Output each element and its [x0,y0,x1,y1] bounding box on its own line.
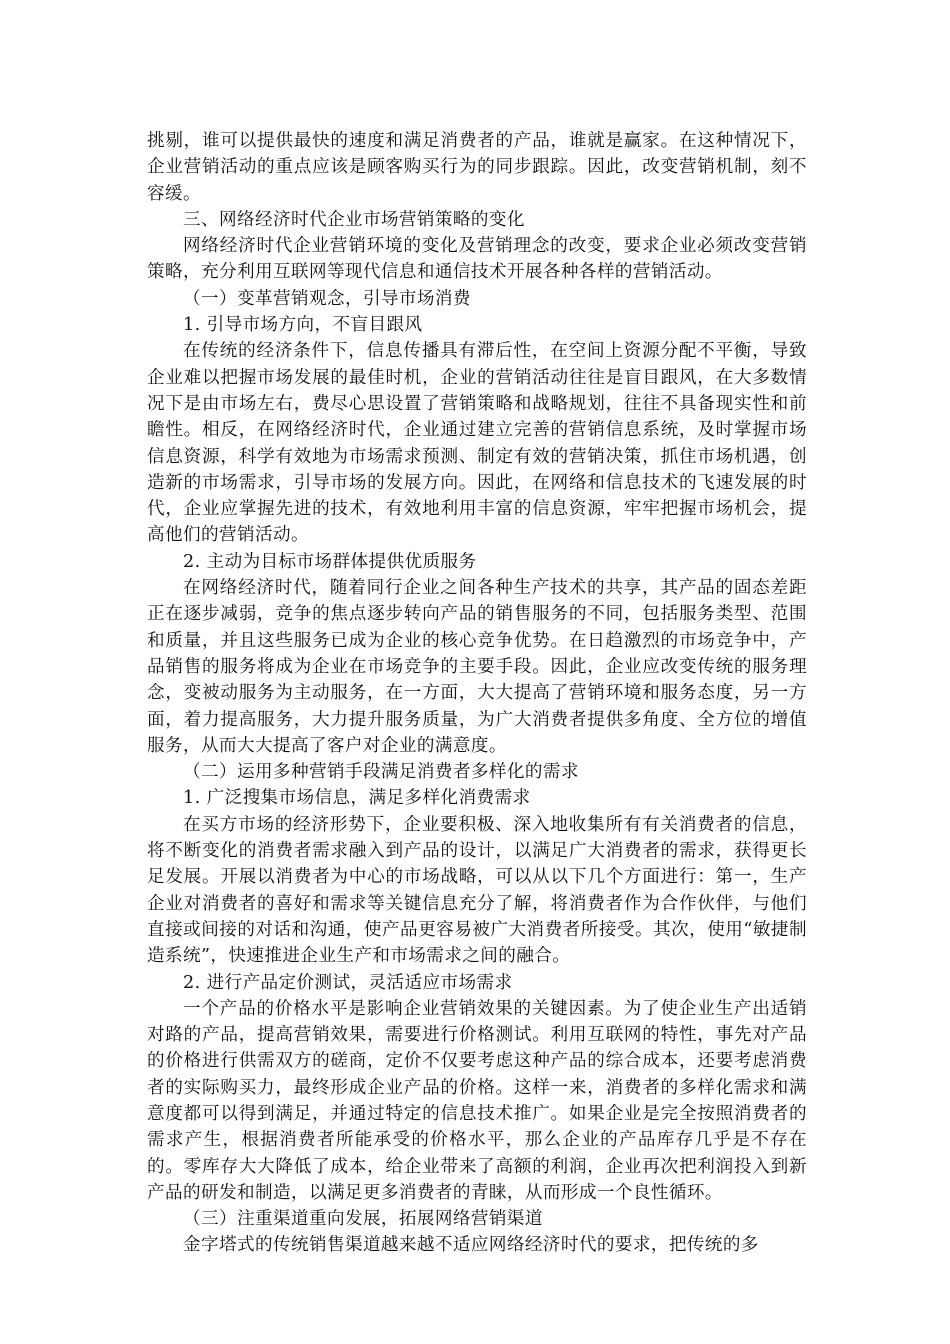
item-heading-1-2: 2. 主动为目标市场群体提供优质服务 [183,551,477,572]
item-heading-2-1: 1. 广泛搜集市场信息，满足多样化消费需求 [183,788,531,809]
paragraph-body: 一个产品的价格水平是影响企业营销效果的关键因素。为了使企业生产出适销对路的产品，提高营销效果，需要进行价格测试。利用互联网的特性，事先对产品的价格进行供需双方的磋商，定价不仅要考虑这种产品的综合成本，还要考虑消费者的实际购买力，最终形成企业产品的价格。这样一来，消费者的多样化需求和满意度都可以得到满足，并通过特定的信息技术推广。如果企业是完全按照消费者的需求产生，根据消费者所能承受的价格水平，那么企业的产品库存几乎是不存在的。零库存大大降低了成本，给企业带来了高额的利润，企业再次把利润投入到新产品的研发和制造，以满足更多消费者的青睐，从而形成一个良性循环。 [147,998,807,1203]
paragraph-body: 金字塔式的传统销售渠道越来越不适应网络经济时代的要求，把传统的多 [183,1235,759,1256]
subsection-heading-3: （三）注重渠道重向发展，拓展网络营销渠道 [183,1209,543,1230]
item-heading-2-2: 2. 进行产品定价测试，灵活适应市场需求 [183,972,513,993]
document-body [147,128,807,1259]
paragraph-continuation: 挑剔，谁可以提供最快的速度和满足消费者的产品，谁就是赢家。在这种情况下，企业营销活动的重点应该是顾客购买行为的同步跟踪。因此，改变营销机制，刻不容缓。 [147,131,807,204]
paragraph-body: 在传统的经济条件下，信息传播具有滞后性，在空间上资源分配不平衡，导致企业难以把握市场发展的最佳时机，企业的营销活动往往是盲目跟风，在大多数情况下是由市场左右，费尽心思设置了营销策略和战略规划，往往不具备现实性和前瞻性。相反，在网络经济时代，企业通过建立完善的营销信息系统，及时掌握市场信息资源，科学有效地为市场需求预测、制定有效的营销决策，抓住市场机遇，创造新的市场需求，引导市场的发展方向。因此，在网络和信息技术的飞速发展的时代，企业应掌握先进的技术，有效地利用丰富的信息资源，牢牢把握市场机会，提高他们的营销活动。 [147,341,807,546]
item-heading-1-1: 1. 引导市场方向，不盲目跟风 [183,315,423,336]
paragraph-body: 网络经济时代企业营销环境的变化及营销理念的改变，要求企业必须改变营销策略，充分利用互联网等现代信息和通信技术开展各种各样的营销活动。 [147,236,807,283]
subsection-heading-1: （一）变革营销观念，引导市场消费 [183,288,471,309]
section-heading-3: 三、网络经济时代企业市场营销策略的变化 [183,209,525,230]
paragraph-body: 在买方市场的经济形势下，企业要积极、深入地收集所有有关消费者的信息，将不断变化的消费者需求融入到产品的设计，以满足广大消费者的需求，获得更长足发展。开展以消费者为中心的市场战略，可以从以下几个方面进行：第一，生产企业对消费者的喜好和需求等关键信息充分了解，将消费者作为合作伙伴，与他们直接或间接的对话和沟通，使产品更容易被广大消费者所接受。其次，使用“敏捷制造系统”，快速推进企业生产和市场需求之间的融合。 [147,814,807,967]
subsection-heading-2: （二）运用多种营销手段满足消费者多样化的需求 [183,762,579,783]
paragraph-body: 在网络经济时代，随着同行企业之间各种生产技术的共享，其产品的固态差距正在逐步减弱，竞争的焦点逐步转向产品的销售服务的不同，包括服务类型、范围和质量，并且这些服务已成为企业的核心竞争优势。在日趋激烈的市场竞争中，产品销售的服务将成为企业在市场竞争的主要手段。因此，企业应改变传统的服务理念，变被动服务为主动服务，在一方面，大大提高了营销环境和服务态度，另一方面，着力提高服务，大力提升服务质量，为广大消费者提供多角度、全方位的增值服务，从而大大提高了客户对企业的满意度。 [147,578,807,756]
